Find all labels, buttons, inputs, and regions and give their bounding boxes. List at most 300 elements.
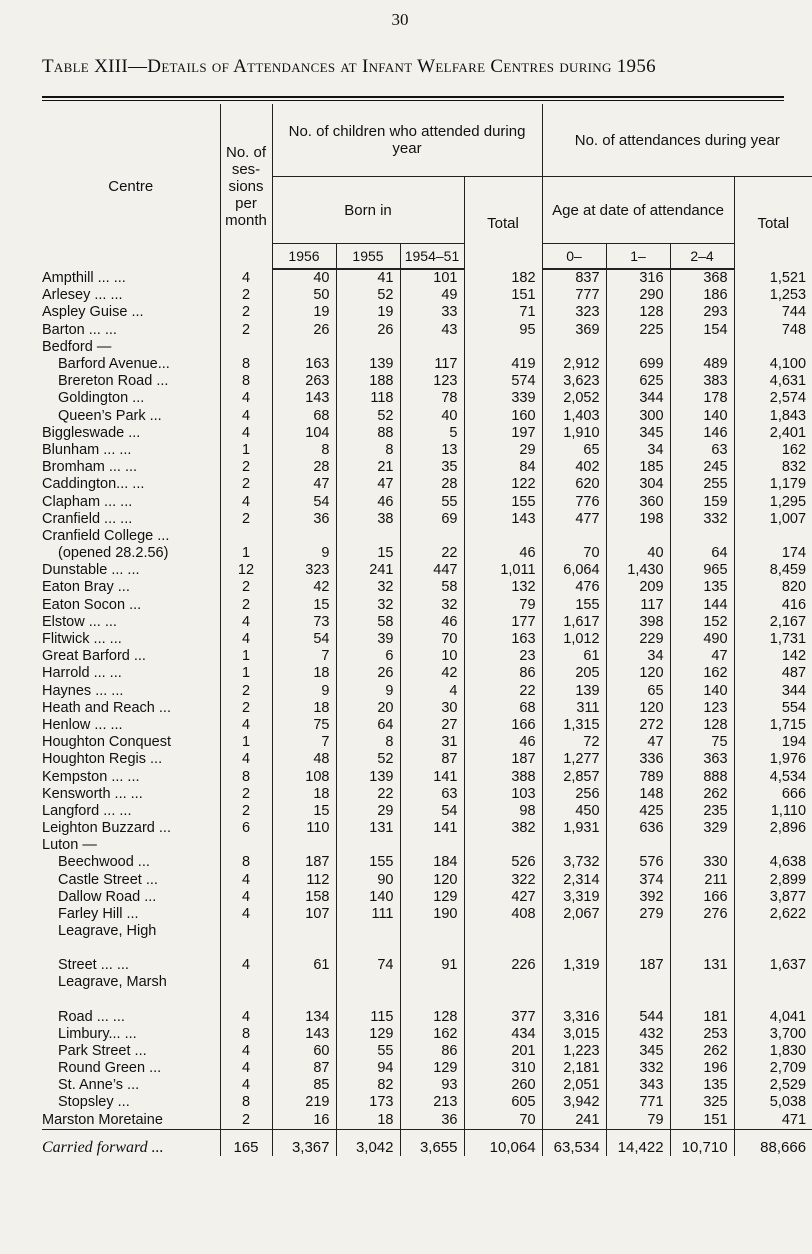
cell-value: 23 bbox=[464, 648, 542, 665]
cell-value: 260 bbox=[464, 1077, 542, 1094]
cell-value: 699 bbox=[606, 356, 670, 373]
cell-value: 2 bbox=[220, 597, 272, 614]
cell-value: 489 bbox=[670, 356, 734, 373]
cell-value bbox=[606, 837, 670, 854]
cell-value: 165 bbox=[220, 1129, 272, 1156]
cell-value: 34 bbox=[606, 442, 670, 459]
cell-value bbox=[220, 923, 272, 940]
table-row bbox=[42, 1043, 812, 1060]
cell-value: 134 bbox=[272, 992, 336, 1026]
cell-value bbox=[336, 974, 400, 991]
centre-name: Beechwood ... bbox=[58, 854, 150, 871]
cell-value bbox=[734, 339, 812, 356]
cell-value: 163 bbox=[464, 631, 542, 648]
cell-value: 377 bbox=[464, 992, 542, 1026]
table-row bbox=[42, 803, 812, 820]
header-centre: Centre bbox=[108, 178, 154, 195]
centre-name: Flitwick ... ... bbox=[42, 631, 122, 648]
cell-value: 625 bbox=[606, 373, 670, 390]
cell-value: 188 bbox=[336, 373, 400, 390]
table-row bbox=[42, 992, 812, 1026]
centre-name: Dallow Road ... bbox=[58, 888, 157, 905]
cell-value: 2,314 bbox=[542, 872, 606, 889]
cell-value: 141 bbox=[400, 768, 464, 785]
cell-value: 363 bbox=[670, 751, 734, 768]
cell-value: 1,007 bbox=[734, 511, 812, 528]
cell-value: 748 bbox=[734, 322, 812, 339]
cell-value: 427 bbox=[464, 889, 542, 906]
cell-value: 30 bbox=[400, 700, 464, 717]
cell-value: 26 bbox=[336, 322, 400, 339]
cell-value: 2 bbox=[220, 304, 272, 321]
header-born-in: Born in bbox=[272, 177, 464, 244]
cell-value: 2 bbox=[220, 1111, 272, 1129]
table-row bbox=[42, 356, 812, 373]
cell-value: 332 bbox=[606, 1060, 670, 1077]
table-row bbox=[42, 1026, 812, 1043]
table-row bbox=[42, 476, 812, 493]
cell-value: 544 bbox=[606, 992, 670, 1026]
cell-value: 101 bbox=[400, 269, 464, 287]
cell-value bbox=[336, 837, 400, 854]
cell-value: 29 bbox=[464, 442, 542, 459]
cell-value: 173 bbox=[336, 1094, 400, 1111]
cell-value: 52 bbox=[336, 751, 400, 768]
cell-value: 2,052 bbox=[542, 390, 606, 407]
cell-value bbox=[606, 528, 670, 545]
cell-value: 177 bbox=[464, 614, 542, 631]
cell-value: 158 bbox=[272, 889, 336, 906]
cell-value: 345 bbox=[606, 425, 670, 442]
centre-name: Ampthill ... ... bbox=[42, 269, 126, 286]
table-row bbox=[42, 665, 812, 682]
cell-value: 2,051 bbox=[542, 1077, 606, 1094]
cell-value: 181 bbox=[670, 992, 734, 1026]
cell-value: 139 bbox=[336, 768, 400, 785]
cell-value: 2,896 bbox=[734, 820, 812, 837]
cell-value: 636 bbox=[606, 820, 670, 837]
cell-value: 343 bbox=[606, 1077, 670, 1094]
table-row bbox=[42, 974, 812, 991]
cell-value: 148 bbox=[606, 786, 670, 803]
cell-value: 48 bbox=[272, 751, 336, 768]
cell-value: 255 bbox=[670, 476, 734, 493]
cell-value: 4 bbox=[220, 751, 272, 768]
table-row bbox=[42, 751, 812, 768]
cell-value: 8 bbox=[220, 373, 272, 390]
cell-value: 78 bbox=[400, 390, 464, 407]
cell-value: 61 bbox=[272, 940, 336, 974]
cell-value: 2,622 bbox=[734, 906, 812, 923]
cell-value bbox=[400, 837, 464, 854]
cell-value bbox=[220, 339, 272, 356]
cell-value bbox=[464, 339, 542, 356]
cell-value: 9 bbox=[336, 683, 400, 700]
cell-value: 54 bbox=[272, 493, 336, 510]
cell-value: 339 bbox=[464, 390, 542, 407]
cell-value: 4 bbox=[220, 425, 272, 442]
cell-value: 4 bbox=[220, 1043, 272, 1060]
cell-value: 1,277 bbox=[542, 751, 606, 768]
cell-value: 98 bbox=[464, 803, 542, 820]
cell-value: 2,401 bbox=[734, 425, 812, 442]
cell-value: 129 bbox=[400, 889, 464, 906]
cell-value: 1,295 bbox=[734, 493, 812, 510]
cell-value: 1,637 bbox=[734, 940, 812, 974]
cell-value bbox=[272, 528, 336, 545]
cell-value: 18 bbox=[336, 1111, 400, 1129]
cell-value: 46 bbox=[464, 734, 542, 751]
cell-value: 3,877 bbox=[734, 889, 812, 906]
table-row bbox=[42, 923, 812, 940]
table-row bbox=[42, 442, 812, 459]
cell-value: 129 bbox=[336, 1026, 400, 1043]
cell-value: 111 bbox=[336, 906, 400, 923]
cell-value: 63 bbox=[400, 786, 464, 803]
cell-value: 140 bbox=[336, 889, 400, 906]
cell-value: 194 bbox=[734, 734, 812, 751]
centre-name: Leagrave, High bbox=[58, 923, 157, 940]
cell-value: 20 bbox=[336, 700, 400, 717]
cell-value: 120 bbox=[606, 665, 670, 682]
cell-value: 128 bbox=[670, 717, 734, 734]
cell-value bbox=[400, 339, 464, 356]
cell-value bbox=[542, 923, 606, 940]
cell-value: 323 bbox=[542, 304, 606, 321]
page-number: 30 bbox=[391, 10, 409, 29]
cell-value: 8 bbox=[220, 356, 272, 373]
table-header bbox=[42, 104, 812, 269]
cell-value: 88,666 bbox=[734, 1129, 812, 1156]
cell-value: 16 bbox=[272, 1111, 336, 1129]
carried-forward-row bbox=[42, 1129, 812, 1156]
centre-name: Barton ... ... bbox=[42, 321, 117, 338]
centre-name: Langford ... ... bbox=[42, 802, 132, 819]
cell-value: 146 bbox=[670, 425, 734, 442]
centre-name: Henlow ... ... bbox=[42, 716, 123, 733]
cell-value: 304 bbox=[606, 476, 670, 493]
centre-name: Marston Moretaine bbox=[42, 1111, 163, 1128]
cell-value: 128 bbox=[606, 304, 670, 321]
table-row bbox=[42, 1094, 812, 1111]
cell-value: 392 bbox=[606, 889, 670, 906]
cell-value: 311 bbox=[542, 700, 606, 717]
cell-value: 1,430 bbox=[606, 562, 670, 579]
cell-value: 345 bbox=[606, 1043, 670, 1060]
cell-value: 140 bbox=[670, 683, 734, 700]
cell-value: 2,709 bbox=[734, 1060, 812, 1077]
cell-value: 1,110 bbox=[734, 803, 812, 820]
cell-value: 104 bbox=[272, 425, 336, 442]
cell-value: 95 bbox=[464, 322, 542, 339]
cell-value: 360 bbox=[606, 493, 670, 510]
cell-value: 132 bbox=[464, 579, 542, 596]
cell-value bbox=[606, 339, 670, 356]
cell-value: 576 bbox=[606, 854, 670, 871]
cell-value: 272 bbox=[606, 717, 670, 734]
cell-value: 142 bbox=[734, 648, 812, 665]
cell-value: 40 bbox=[400, 408, 464, 425]
cell-value: 374 bbox=[606, 872, 670, 889]
cell-value: 182 bbox=[464, 269, 542, 287]
cell-value bbox=[734, 974, 812, 991]
cell-value: 46 bbox=[464, 545, 542, 562]
cell-value: 1,223 bbox=[542, 1043, 606, 1060]
cell-value: 135 bbox=[670, 579, 734, 596]
centre-name: Heath and Reach ... bbox=[42, 699, 171, 716]
cell-value: 416 bbox=[734, 597, 812, 614]
cell-value: 225 bbox=[606, 322, 670, 339]
cell-value: 4 bbox=[220, 390, 272, 407]
cell-value: 50 bbox=[272, 287, 336, 304]
cell-value: 1,521 bbox=[734, 269, 812, 287]
centre-name: Elstow ... ... bbox=[42, 613, 117, 630]
cell-value: 128 bbox=[400, 992, 464, 1026]
cell-value: 211 bbox=[670, 872, 734, 889]
cell-value: 2 bbox=[220, 786, 272, 803]
centre-name: Queen’s Park ... bbox=[58, 407, 162, 424]
header-age-2-4: 2–4 bbox=[670, 244, 734, 270]
cell-value: 7 bbox=[272, 734, 336, 751]
cell-value: 605 bbox=[464, 1094, 542, 1111]
cell-value: 36 bbox=[400, 1111, 464, 1129]
centre-name: Clapham ... ... bbox=[42, 493, 133, 510]
cell-value: 7 bbox=[272, 648, 336, 665]
cell-value: 22 bbox=[464, 683, 542, 700]
table-title: Table XIII—Details of Attendances at Infant Welfare Centres during 1956 bbox=[42, 56, 656, 77]
cell-value: 120 bbox=[400, 872, 464, 889]
cell-value: 9 bbox=[272, 545, 336, 562]
cell-value: 471 bbox=[734, 1111, 812, 1129]
cell-value: 8 bbox=[336, 442, 400, 459]
cell-value: 87 bbox=[272, 1060, 336, 1077]
cell-value: 13 bbox=[400, 442, 464, 459]
cell-value: 253 bbox=[670, 1026, 734, 1043]
cell-value: 47 bbox=[336, 476, 400, 493]
cell-value: 1,012 bbox=[542, 631, 606, 648]
centre-name: Blunham ... ... bbox=[42, 441, 132, 458]
cell-value: 4,041 bbox=[734, 992, 812, 1026]
cell-value: 3,700 bbox=[734, 1026, 812, 1043]
cell-value: 40 bbox=[606, 545, 670, 562]
centre-name: (opened 28.2.56) bbox=[58, 545, 169, 562]
cell-value: 74 bbox=[336, 940, 400, 974]
cell-value: 18 bbox=[272, 786, 336, 803]
centre-name: Leagrave, Marsh bbox=[58, 974, 167, 991]
cell-value bbox=[220, 974, 272, 991]
cell-value: 620 bbox=[542, 476, 606, 493]
cell-value bbox=[734, 528, 812, 545]
table-row bbox=[42, 648, 812, 665]
cell-value: 131 bbox=[670, 940, 734, 974]
cell-value: 198 bbox=[606, 511, 670, 528]
cell-value: 5,038 bbox=[734, 1094, 812, 1111]
cell-value bbox=[542, 528, 606, 545]
centre-name: Harrold ... ... bbox=[42, 665, 122, 682]
cell-value: 325 bbox=[670, 1094, 734, 1111]
cell-value: 9 bbox=[272, 683, 336, 700]
cell-value: 832 bbox=[734, 459, 812, 476]
cell-value: 139 bbox=[542, 683, 606, 700]
table-row bbox=[42, 1060, 812, 1077]
cell-value: 79 bbox=[606, 1111, 670, 1129]
cell-value bbox=[464, 837, 542, 854]
table-row bbox=[42, 786, 812, 803]
cell-value: 213 bbox=[400, 1094, 464, 1111]
cell-value: 196 bbox=[670, 1060, 734, 1077]
cell-value: 64 bbox=[336, 717, 400, 734]
centre-name: St. Anne’s ... bbox=[58, 1077, 140, 1094]
cell-value: 39 bbox=[336, 631, 400, 648]
cell-value: 388 bbox=[464, 768, 542, 785]
cell-value: 143 bbox=[464, 511, 542, 528]
cell-value: 144 bbox=[670, 597, 734, 614]
cell-value: 32 bbox=[400, 597, 464, 614]
cell-value: 450 bbox=[542, 803, 606, 820]
cell-value: 73 bbox=[272, 614, 336, 631]
table-row bbox=[42, 408, 812, 425]
cell-value: 3,316 bbox=[542, 992, 606, 1026]
cell-value: 143 bbox=[272, 390, 336, 407]
cell-value: 776 bbox=[542, 493, 606, 510]
table-row bbox=[42, 872, 812, 889]
cell-value: 837 bbox=[542, 269, 606, 287]
table-row bbox=[42, 631, 812, 648]
cell-value: 574 bbox=[464, 373, 542, 390]
cell-value: 155 bbox=[464, 493, 542, 510]
cell-value: 487 bbox=[734, 665, 812, 682]
cell-value: 3,942 bbox=[542, 1094, 606, 1111]
centre-name: Haynes ... ... bbox=[42, 682, 124, 699]
cell-value: 112 bbox=[272, 872, 336, 889]
cell-value: 434 bbox=[464, 1026, 542, 1043]
cell-value bbox=[670, 837, 734, 854]
cell-value: 1 bbox=[220, 545, 272, 562]
cell-value: 46 bbox=[400, 614, 464, 631]
header-children-group: No. of children who attended during year bbox=[272, 104, 542, 177]
cell-value: 3,367 bbox=[272, 1129, 336, 1156]
cell-value: 68 bbox=[272, 408, 336, 425]
cell-value: 123 bbox=[400, 373, 464, 390]
cell-value: 38 bbox=[336, 511, 400, 528]
cell-value: 15 bbox=[272, 597, 336, 614]
cell-value: 4 bbox=[220, 906, 272, 923]
cell-value: 69 bbox=[400, 511, 464, 528]
cell-value: 185 bbox=[606, 459, 670, 476]
cell-value: 4 bbox=[220, 992, 272, 1026]
cell-value bbox=[542, 837, 606, 854]
cell-value: 46 bbox=[336, 493, 400, 510]
cell-value: 3,623 bbox=[542, 373, 606, 390]
cell-value: 368 bbox=[670, 269, 734, 287]
cell-value: 554 bbox=[734, 700, 812, 717]
cell-value: 152 bbox=[670, 614, 734, 631]
cell-value: 15 bbox=[272, 803, 336, 820]
cell-value: 2,912 bbox=[542, 356, 606, 373]
cell-value: 41 bbox=[336, 269, 400, 287]
table-row bbox=[42, 579, 812, 596]
cell-value: 666 bbox=[734, 786, 812, 803]
cell-value: 154 bbox=[670, 322, 734, 339]
centre-name: Leighton Buzzard ... bbox=[42, 820, 171, 837]
cell-value: 123 bbox=[670, 700, 734, 717]
cell-value: 19 bbox=[336, 304, 400, 321]
cell-value: 235 bbox=[670, 803, 734, 820]
cell-value bbox=[400, 923, 464, 940]
cell-value: 155 bbox=[336, 854, 400, 871]
cell-value bbox=[734, 923, 812, 940]
cell-value: 75 bbox=[272, 717, 336, 734]
cell-value: 140 bbox=[670, 408, 734, 425]
cell-value: 293 bbox=[670, 304, 734, 321]
cell-value bbox=[606, 974, 670, 991]
table-row bbox=[42, 545, 812, 562]
cell-value: 60 bbox=[272, 1043, 336, 1060]
centre-name: Goldington ... bbox=[58, 390, 145, 407]
cell-value: 256 bbox=[542, 786, 606, 803]
centre-name: Carried forward ... bbox=[42, 1129, 220, 1156]
cell-value: 10,710 bbox=[670, 1129, 734, 1156]
centre-name: Eaton Bray ... bbox=[42, 579, 130, 596]
cell-value: 8 bbox=[220, 768, 272, 785]
table-row bbox=[42, 425, 812, 442]
cell-value: 8 bbox=[220, 1026, 272, 1043]
cell-value: 151 bbox=[464, 287, 542, 304]
cell-value bbox=[542, 339, 606, 356]
cell-value: 90 bbox=[336, 872, 400, 889]
cell-value: 2 bbox=[220, 683, 272, 700]
cell-value: 43 bbox=[400, 322, 464, 339]
centre-name: Bedford — bbox=[42, 338, 112, 355]
cell-value: 263 bbox=[272, 373, 336, 390]
cell-value: 1,910 bbox=[542, 425, 606, 442]
cell-value: 70 bbox=[400, 631, 464, 648]
table-row bbox=[42, 906, 812, 923]
cell-value: 28 bbox=[400, 476, 464, 493]
cell-value: 419 bbox=[464, 356, 542, 373]
cell-value: 322 bbox=[464, 872, 542, 889]
cell-value: 245 bbox=[670, 459, 734, 476]
cell-value bbox=[400, 974, 464, 991]
header-1956: 1956 bbox=[272, 244, 336, 270]
cell-value: 789 bbox=[606, 768, 670, 785]
cell-value: 55 bbox=[400, 493, 464, 510]
centre-name: Eaton Socon ... bbox=[42, 596, 142, 613]
cell-value: 4,100 bbox=[734, 356, 812, 373]
cell-value: 4 bbox=[220, 269, 272, 287]
cell-value: 1,843 bbox=[734, 408, 812, 425]
header-sessions: No. of ses- sions per month bbox=[220, 104, 272, 269]
cell-value: 1,179 bbox=[734, 476, 812, 493]
cell-value bbox=[400, 528, 464, 545]
cell-value: 432 bbox=[606, 1026, 670, 1043]
cell-value: 888 bbox=[670, 768, 734, 785]
centre-name: Road ... ... bbox=[58, 1008, 125, 1025]
cell-value: 344 bbox=[734, 683, 812, 700]
cell-value: 1,253 bbox=[734, 287, 812, 304]
table-row bbox=[42, 373, 812, 390]
cell-value bbox=[220, 837, 272, 854]
cell-value: 241 bbox=[336, 562, 400, 579]
cell-value: 65 bbox=[606, 683, 670, 700]
cell-value: 276 bbox=[670, 906, 734, 923]
cell-value bbox=[670, 528, 734, 545]
cell-value: 229 bbox=[606, 631, 670, 648]
cell-value: 61 bbox=[542, 648, 606, 665]
cell-value bbox=[272, 837, 336, 854]
cell-value bbox=[734, 837, 812, 854]
centre-name: Aspley Guise ... bbox=[42, 304, 144, 321]
